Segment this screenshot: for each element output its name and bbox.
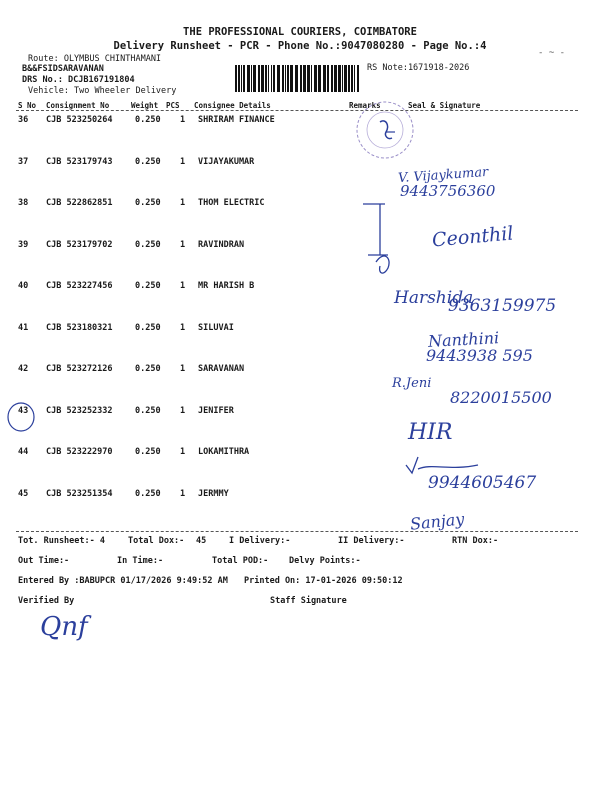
cell-weight: 0.250	[135, 281, 161, 291]
staff-signature: Staff Signature	[270, 596, 347, 606]
signature-scribble-icon	[358, 200, 403, 285]
tot-runsheet: Tot. Runsheet:- 4	[18, 536, 105, 546]
cell-pcs: 1	[180, 156, 186, 167]
printed-on: Printed On: 17-01-2026 09:50:12	[244, 576, 403, 586]
barcode	[233, 65, 363, 92]
table-row	[0, 406, 600, 420]
cell-pcs: 1	[180, 405, 186, 416]
cell-sno: 36	[18, 115, 29, 125]
table-row	[0, 157, 600, 171]
rtn-dox: RTN Dox:-	[452, 536, 499, 546]
col-consignment: Consignment No	[46, 101, 110, 110]
cell-pcs: 1	[180, 488, 186, 499]
table-row	[0, 115, 600, 129]
cell-pcs: 1	[180, 239, 186, 250]
handwritten-phone: 9443756360	[400, 182, 496, 200]
entered-by: Entered By :BABUPCR 01/17/2026 9:49:52 AM	[18, 576, 228, 586]
handwritten-name: R.Jeni	[392, 376, 432, 391]
cell-sno: 38	[18, 198, 29, 208]
cell-sno: 39	[18, 239, 29, 250]
col-seal: Seal & Signature	[408, 101, 481, 110]
header-divider	[16, 110, 578, 111]
cell-name: VIJAYAKUMAR	[198, 156, 255, 167]
drs-number: DRS No.: DCJB167191804	[22, 75, 135, 85]
handwritten-name: V. Vijaykumar	[397, 164, 489, 187]
col-remarks: Remarks	[349, 101, 381, 110]
cell-cno: CJB 523272126	[46, 364, 113, 374]
cell-name: THOM ELECTRIC	[198, 198, 265, 208]
footer-divider	[16, 531, 578, 532]
cell-cno: CJB 522862851	[46, 198, 113, 208]
cell-weight: 0.250	[135, 322, 161, 333]
verified-by: Verified By	[18, 596, 75, 606]
cell-pcs: 1	[180, 447, 186, 457]
col-weight: Weight	[131, 101, 159, 110]
cell-weight: 0.250	[135, 364, 161, 374]
cell-cno: CJB 523179702	[46, 239, 113, 250]
cell-sno: 41	[18, 322, 29, 333]
route-label: Route: OLYMBUS CHINTHAMANI	[28, 54, 162, 64]
seal-stamp-icon	[340, 98, 430, 168]
cell-sno: 44	[18, 447, 29, 457]
total-dox-value: 45	[196, 536, 207, 546]
corner-mark-icon: - ~ -	[538, 48, 566, 58]
cell-weight: 0.250	[135, 405, 161, 416]
rs-note: RS Note:1671918-2026	[367, 63, 470, 73]
col-consignee: Consignee Details	[194, 101, 271, 110]
cell-weight: 0.250	[135, 488, 161, 499]
handwritten-name: Harshida	[394, 288, 474, 308]
handwritten-phone: 9944605467	[428, 473, 537, 493]
cell-weight: 0.250	[135, 115, 161, 125]
cell-pcs: 1	[180, 198, 186, 208]
handwritten-name: Nanthini	[427, 328, 500, 351]
cell-name: SHRIRAM FINANCE	[198, 115, 275, 125]
cell-sno: 37	[18, 156, 29, 167]
handwritten-signature: Sanjay	[409, 509, 466, 534]
delvy-points: Delvy Points:-	[289, 556, 361, 566]
cell-weight: 0.250	[135, 239, 161, 250]
cell-weight: 0.250	[135, 447, 161, 457]
signature-scribble-icon	[402, 455, 482, 475]
cell-cno: CJB 523251354	[46, 488, 113, 499]
ii-delivery: II Delivery:-	[338, 536, 405, 546]
cell-pcs: 1	[180, 322, 186, 333]
cell-name: SILUVAI	[198, 322, 234, 333]
cell-name: MR HARISH B	[198, 281, 255, 291]
cell-cno: CJB 523179743	[46, 156, 113, 167]
table-row	[0, 323, 600, 337]
handwritten-phone: 8220015500	[450, 388, 552, 407]
i-delivery: I Delivery:-	[229, 536, 291, 546]
runsheet-subtitle: Delivery Runsheet - PCR - Phone No.:9047080280 - Page No.:4	[113, 40, 487, 52]
staff-label: B&&FSIDSARAVANAN	[22, 64, 104, 74]
cell-weight: 0.250	[135, 198, 161, 208]
out-time: Out Time:-	[18, 556, 70, 566]
company-title: THE PROFESSIONAL COURIERS, COIMBATORE	[183, 26, 417, 38]
in-time: In Time:-	[117, 556, 164, 566]
cell-cno: CJB 523252332	[46, 405, 113, 416]
cell-name: JERMMY	[198, 488, 229, 499]
cell-pcs: 1	[180, 364, 186, 374]
total-dox-label: Total Dox:-	[128, 536, 185, 546]
cell-cno: CJB 523227456	[46, 281, 113, 291]
cell-name: JENIFER	[198, 405, 234, 416]
vehicle-label: Vehicle: Two Wheeler Delivery	[28, 86, 177, 96]
verifier-signature: Qnf	[40, 612, 88, 642]
total-pod: Total POD:-	[212, 556, 269, 566]
circle-mark-icon	[4, 400, 38, 434]
handwritten-phone: 9363159975	[448, 296, 557, 316]
cell-cno: CJB 523180321	[46, 322, 113, 333]
cell-pcs: 1	[180, 115, 186, 125]
col-pcs: PCS	[166, 101, 180, 110]
handwritten-phone: 9443938 595	[426, 346, 533, 365]
table-row	[0, 281, 600, 295]
cell-name: LOKAMITHRA	[198, 447, 250, 457]
cell-name: SARAVANAN	[198, 364, 245, 374]
cell-sno: 40	[18, 281, 29, 291]
cell-name: RAVINDRAN	[198, 239, 245, 250]
handwritten-signature: HIR	[408, 420, 453, 445]
cell-cno: CJB 523250264	[46, 115, 113, 125]
table-row	[0, 364, 600, 378]
table-row	[0, 447, 600, 461]
cell-pcs: 1	[180, 281, 186, 291]
col-sno: S No	[18, 101, 37, 110]
cell-weight: 0.250	[135, 156, 161, 167]
handwritten-signature: Ceonthil	[431, 222, 515, 252]
cell-sno: 45	[18, 488, 29, 499]
cell-sno: 43	[18, 405, 29, 416]
table-row	[0, 198, 600, 212]
cell-cno: CJB 523222970	[46, 447, 113, 457]
cell-sno: 42	[18, 364, 29, 374]
